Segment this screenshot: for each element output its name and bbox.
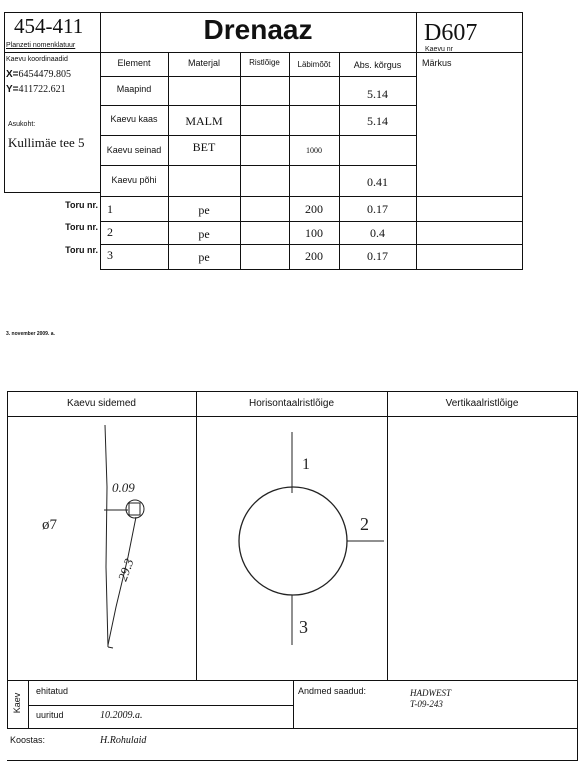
row-element: Maapind — [116, 84, 152, 94]
row-element: Kaevu kaas — [110, 114, 158, 124]
pipe-abs-height: 0.17 — [367, 202, 388, 216]
sketch-length-note: 29.3 — [114, 556, 137, 584]
col-header-material: Materjal — [187, 58, 220, 68]
row-element: Kaevu põhi — [111, 175, 157, 185]
pipe-material: pe — [198, 227, 210, 241]
row-abs-height: 5.14 — [367, 87, 388, 101]
data-source-value: HADWEST — [410, 688, 451, 698]
col-header-element: Element — [117, 58, 151, 68]
pipe-1-label: 1 — [302, 456, 310, 473]
data-source-code: T-09-243 — [410, 699, 443, 709]
coordinate-y-prefix: Y= — [6, 84, 19, 95]
pipe-diameter: 100 — [305, 226, 323, 240]
kaev-vertical-label: Kaev — [12, 692, 22, 714]
section-header-connections: Kaevu sidemed — [67, 398, 136, 409]
well-number-label: Kaevu nr — [425, 46, 454, 53]
col-header-abs-height: Abs. kõrgus — [353, 60, 402, 70]
compiled-label: Koostas: — [10, 735, 46, 745]
row-abs-height: 5.14 — [367, 114, 388, 128]
row-abs-height: 0.41 — [367, 175, 388, 189]
compiled-value: H.Rohulaid — [100, 735, 147, 746]
sketch-bottom-line — [108, 647, 113, 648]
col-header-cross-section: Ristlõige — [249, 58, 280, 67]
coordinate-x — [6, 69, 71, 80]
row-element: Kaevu seinad — [106, 145, 162, 155]
section-header-vertical: Vertikaalristlõige — [445, 398, 519, 409]
surveyed-value: 10.2009.a. — [100, 710, 143, 721]
well-number-value: D607 — [424, 20, 478, 46]
section-header-horizontal: Horisontaalristlõige — [248, 398, 335, 409]
address-label: Asukoht: — [8, 121, 36, 128]
coordinate-y — [6, 84, 66, 95]
row-diameter: 1000 — [306, 146, 322, 155]
pipe-diameter: 200 — [305, 249, 323, 263]
document-date: 3. november 2009. a. — [6, 331, 55, 337]
pipe-number: 3 — [107, 248, 113, 262]
row-material: MALM — [185, 114, 223, 128]
well-circle — [239, 487, 347, 595]
pipe-diameter: 200 — [305, 202, 323, 216]
sketch-diameter-note: ø7 — [42, 517, 57, 533]
pipe-abs-height: 0.4 — [370, 226, 385, 240]
coordinate-y-value: 411722.621 — [18, 84, 66, 95]
nomenclature-value: 454-411 — [14, 14, 84, 38]
page-title: Drenaaz — [203, 14, 313, 45]
horizontal-cross-section — [197, 417, 387, 679]
sketch-depth-note: 0.09 — [112, 480, 135, 495]
pipe-label: Toru nr. — [65, 200, 98, 210]
pipe-material: pe — [198, 250, 210, 264]
sketch-vertical-line — [105, 425, 108, 647]
pipe-abs-height: 0.17 — [367, 249, 388, 263]
coordinate-x-value: 6454479.805 — [18, 69, 72, 80]
pipe-number: 1 — [107, 202, 113, 216]
pipe-label: Toru nr. — [65, 222, 98, 232]
row-material: BET — [192, 140, 216, 154]
sketch-manhole-box — [129, 503, 140, 515]
pipe-2-label: 2 — [360, 514, 369, 534]
coordinates-label: Kaevu koordinaadid — [6, 56, 68, 63]
connections-sketch — [8, 417, 196, 679]
pipe-label: Toru nr. — [65, 245, 98, 255]
surveyed-label: uuritud — [36, 710, 64, 720]
built-label: ehitatud — [36, 686, 69, 696]
nomenclature-label: Planzeti nomenklatuur — [6, 42, 76, 49]
pipe-3-label: 3 — [299, 617, 308, 637]
col-header-diameter: Läbimõõt — [297, 60, 331, 69]
address-value: Kullimäe tee 5 — [8, 135, 85, 150]
pipe-material: pe — [198, 203, 210, 217]
coordinate-x-prefix: X= — [6, 69, 19, 80]
pipe-number: 2 — [107, 225, 113, 239]
col-header-notes: Märkus — [422, 58, 452, 68]
data-source-label: Andmed saadud: — [298, 686, 367, 696]
